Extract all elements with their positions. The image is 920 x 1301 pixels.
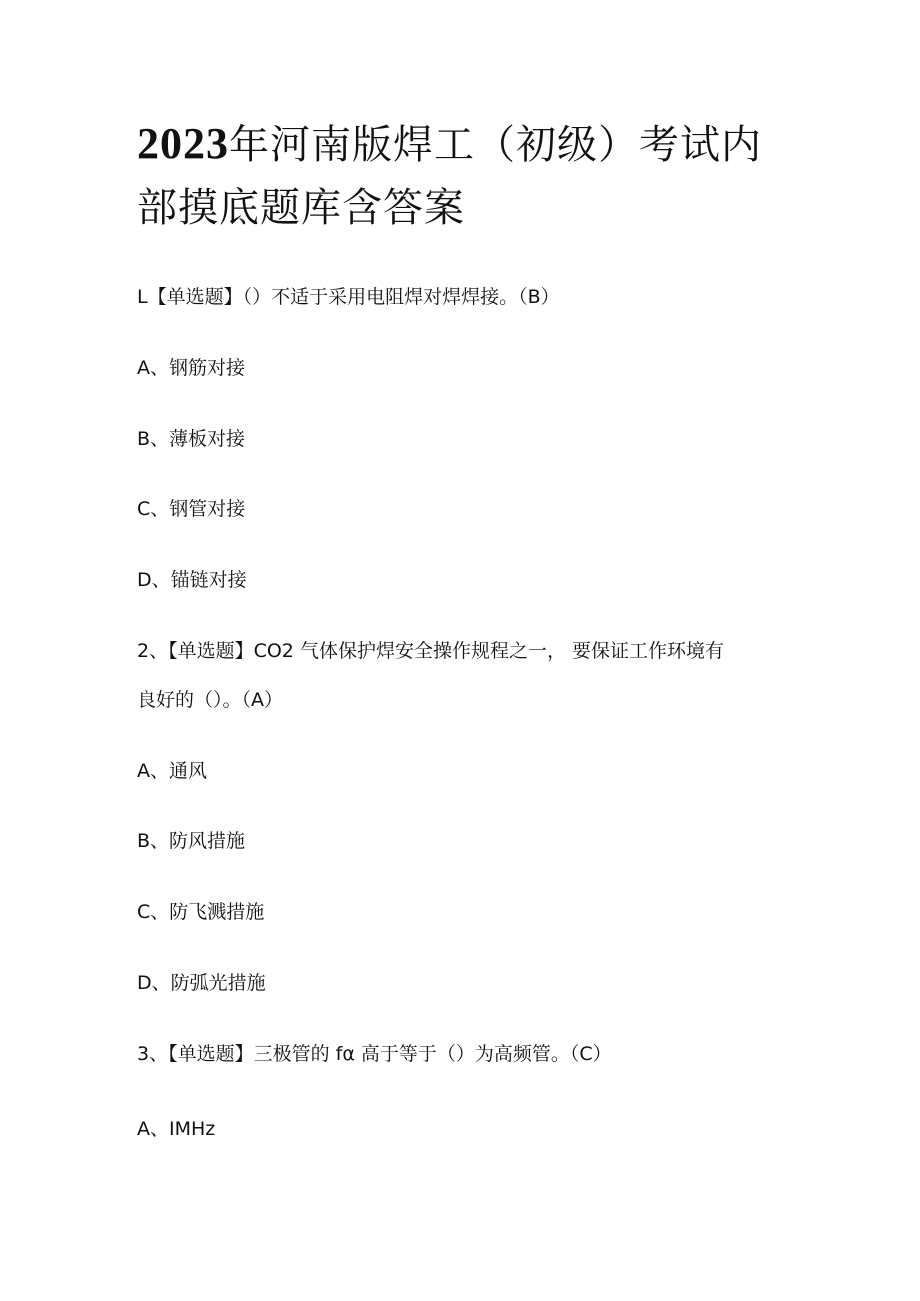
question-2-option-b: B、防风措施 <box>137 830 246 852</box>
document-title <box>137 112 797 240</box>
question-1-option-c: C、钢管对接 <box>137 498 246 520</box>
question-1-option-a: A、钢筋对接 <box>137 357 245 379</box>
question-2-option-c: C、防飞溅措施 <box>137 901 265 923</box>
title-year: 2023 <box>137 119 229 168</box>
title-line2-text: 部摸底题库含答案 <box>137 185 465 231</box>
title-line1-text: 年河南版焊工（初级）考试内 <box>229 122 762 168</box>
question-1-stem: L【单选题】（）不适于采用电阻焊对焊焊接。（B） <box>137 286 560 308</box>
question-3-stem: 3、【单选题】三极管的 fα 高于等于（）为高频管。（C） <box>137 1043 612 1065</box>
question-1-option-b: B、薄板对接 <box>137 428 246 450</box>
question-2-stem-line1: 2、【单选题】CO2 气体保护焊安全操作规程之一， 要保证工作环境有 <box>137 640 724 662</box>
question-2-option-a: A、通风 <box>137 760 207 782</box>
question-2-stem-line2: 良好的（）。（A） <box>137 689 283 711</box>
question-1-option-d: D、锚链对接 <box>137 569 247 591</box>
question-2-option-d: D、防弧光措施 <box>137 972 266 994</box>
question-3-option-a: A、IMHz <box>137 1118 216 1140</box>
